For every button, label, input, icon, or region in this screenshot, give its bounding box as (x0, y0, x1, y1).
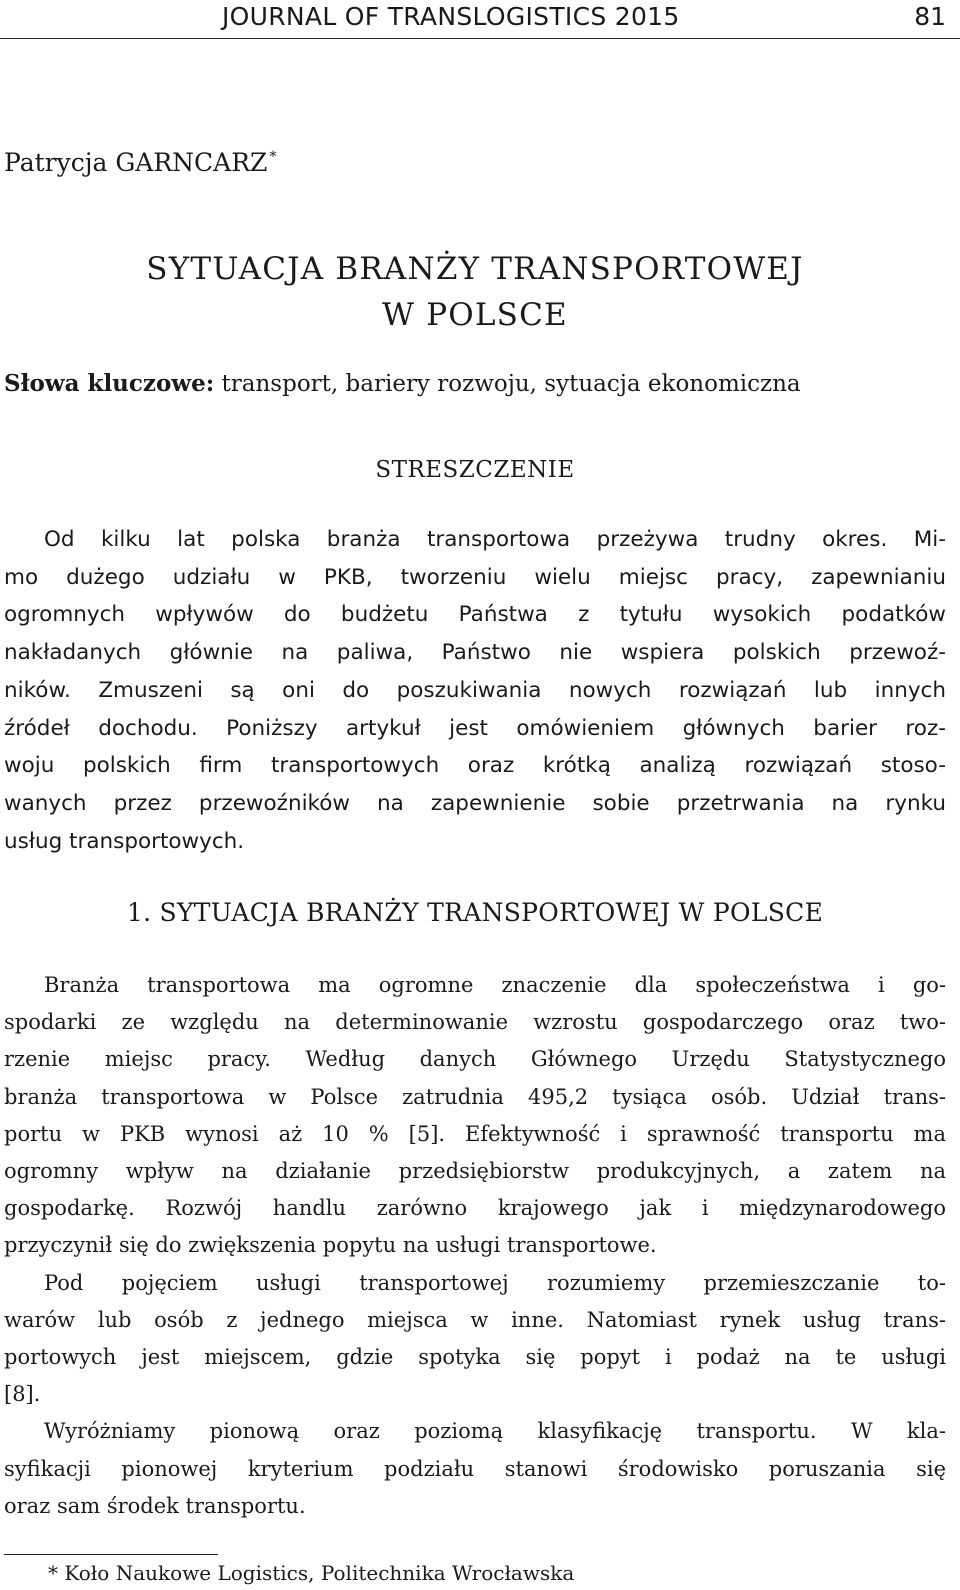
footnote-rule (4, 1554, 218, 1555)
abstract-line: usług transportowych. (4, 828, 245, 854)
abstract-line: wanych przez przewoźników na zapewnienie sobie przetrwania na rynku (4, 790, 946, 816)
footnote-text: Koło Naukowe Logistics, Politechnika Wrocławska (64, 1561, 575, 1585)
body-line: gospodarkę. Rozwój handlu zarówno krajowego jak i międzynarodowego (4, 1196, 946, 1221)
abstract-line: ników. Zmuszeni są oni do poszukiwania nowych rozwiązań lub innych (4, 677, 946, 703)
body-line: portu w PKB wynosi aż 10 % [5]. Efektywność i sprawność transportu ma (4, 1121, 946, 1146)
page-number: 81 (914, 2, 946, 31)
body-line: warów lub osób z jednego miejsca w inne. Natomiast rynek usług trans- (4, 1307, 946, 1332)
article-title-line-2: W POLSCE (382, 297, 568, 333)
body-line: branża transportowa w Polsce zatrudnia 495,2 tysiąca osób. Udział trans- (4, 1084, 946, 1109)
abstract-line: mo dużego udziału w PKB, tworzeniu wielu miejsc pracy, zapewnianiu (4, 564, 946, 590)
keywords-value: transport, bariery rozwoju, sytuacja ekonomiczna (221, 371, 801, 397)
body-line: przyczynił się do zwiększenia popytu na usługi transportowe. (4, 1233, 657, 1258)
footnote-mark: * (48, 1561, 58, 1585)
abstract-line: ogromnych wpływów do budżetu Państwa z tytułu wysokich podatków (4, 602, 946, 628)
body-line: Branża transportowa ma ogromne znaczenie dla społeczeństwa i go- (44, 973, 946, 997)
author-line (4, 148, 276, 177)
body-line: spodarki ze względu na determinowanie wzrostu gospodarczego oraz two- (4, 1010, 946, 1035)
abstract-line: nakładanych głównie na paliwa, Państwo nie wspiera polskich przewoź- (4, 640, 946, 666)
paragraph (4, 1265, 946, 1414)
abstract-line: źródeł dochodu. Poniższy artykuł jest omówieniem głównych barier roz- (4, 715, 946, 741)
abstract-line: woju polskich firm transportowych oraz krótką analizą rozwiązań stoso- (4, 753, 946, 779)
section-heading: 1. SYTUACJA BRANŻY TRANSPORTOWEJ W POLSCE (126, 898, 824, 927)
body-line: ogromny wpływ na działanie przedsiębiorstw produkcyjnych, a zatem na (4, 1159, 946, 1184)
footnote (48, 1561, 574, 1585)
body-line: syfikacji pionowej kryterium podziału stanowi środowisko poruszania się (4, 1456, 946, 1481)
author-name: Patrycja GARNCARZ (4, 148, 268, 177)
body-line: oraz sam środek transportu. (4, 1493, 306, 1518)
abstract-text (4, 521, 946, 860)
article-title-line-1: SYTUACJA BRANŻY TRANSPORTOWEJ (146, 251, 804, 287)
paragraph (4, 1413, 946, 1525)
body-line: Wyróżniamy pionową oraz poziomą klasyfikację transportu. W kla- (44, 1419, 946, 1444)
journal-title: JOURNAL OF TRANSLOGISTICS 2015 (222, 2, 680, 31)
keywords (4, 370, 801, 397)
body-line: Pod pojęciem usługi transportowej rozumiemy przemieszczanie to- (44, 1270, 946, 1295)
section-body (4, 967, 946, 1525)
author-footnote-mark: * (269, 149, 277, 165)
keywords-label: Słowa kluczowe: (4, 370, 215, 397)
body-line: rzenie miejsc pracy. Według danych Głównego Urzędu Statystycznego (4, 1047, 946, 1072)
abstract-heading: STRESZCZENIE (375, 457, 575, 483)
abstract-line: Od kilku lat polska branża transportowa przeżywa trudny okres. Mi- (44, 527, 946, 552)
running-head (0, 0, 960, 39)
paragraph (4, 967, 946, 1265)
article-title (0, 246, 950, 338)
body-line: portowych jest miejscem, gdzie spotyka się popyt i podaż na te usługi (4, 1345, 946, 1370)
body-line: [8]. (4, 1382, 41, 1407)
